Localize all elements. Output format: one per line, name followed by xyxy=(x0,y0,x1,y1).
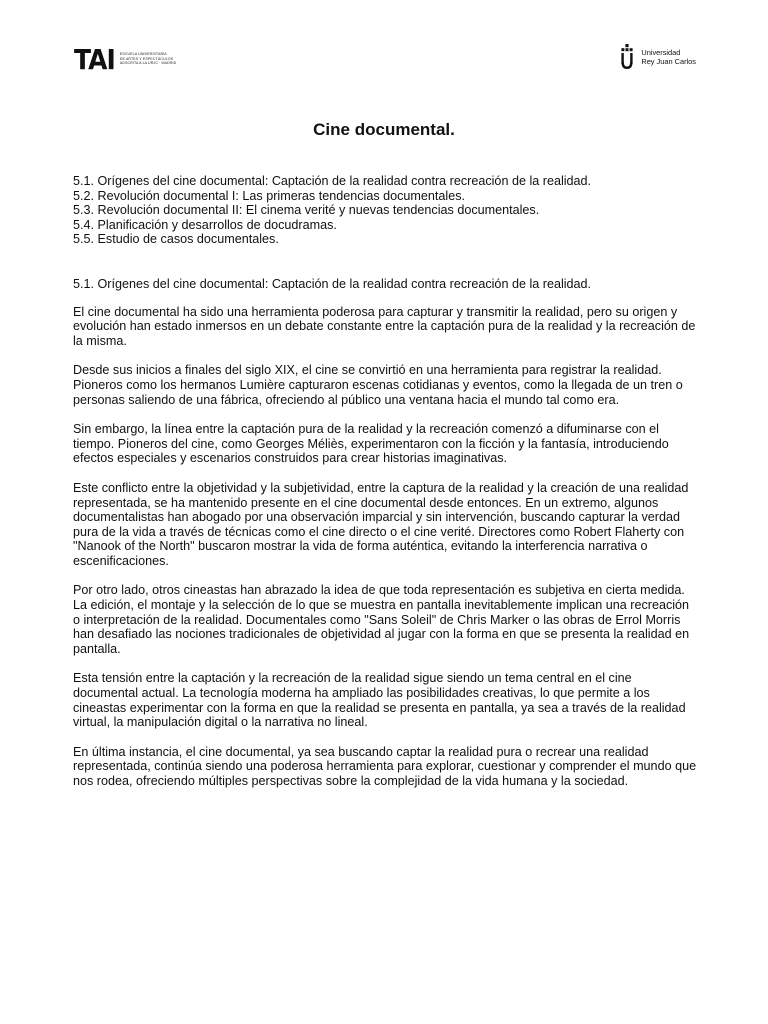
urjc-logo-text xyxy=(641,48,696,66)
body-paragraph: En última instancia, el cine documental, ya sea buscando captar la realidad pura o recrear una realidad representada, continúa siendo una poderosa herramienta para explorar, cuestionar y comprender el mundo que nos rodea, ofreciendo múltiples perspectivas sobre la complejidad de la vida humana y la sociedad. xyxy=(73,744,697,788)
document-body xyxy=(73,174,697,789)
toc-item: 5.1. Orígenes del cine documental: Captación de la realidad contra recreación de la realidad. xyxy=(73,174,592,188)
urjc-logo-line2: Rey Juan Carlos xyxy=(641,57,696,66)
body-paragraph: Este conflicto entre la objetividad y la subjetividad, entre la captura de la realidad y la creación de una realidad representada, se ha mantenido presente en el cine documental desde entonces. En un extremo, algunos documentalistas han abogado por una observación imparcial y sin intervención, buscando capturar la verdad pura de la vida a través de técnicas como el cine directo o el cine verité. Directores como Robert Flaherty con "Nanook of the North" buscaron mostrar la vida de forma auténtica, evitando la interferencia narrativa o escenificaciones. xyxy=(73,480,689,568)
toc-item: 5.4. Planificación y desarrollos de docudramas. xyxy=(73,217,337,232)
page-header xyxy=(0,38,768,78)
toc-item: 5.5. Estudio de casos documentales. xyxy=(73,232,279,247)
body-paragraph: Por otro lado, otros cineastas han abrazado la idea de que toda representación es subjetiva en cierta medida. La edición, el montaje y la selección de lo que se muestra en pantalla inevitablemente implican una recreación o interpretación de la realidad. Documentales como "Sans Soleil" de Chris Marker o las obras de Errol Morris han desafiado las nociones tradicionales de objetividad al jugar con la forma en que se presenta la realidad en pantalla. xyxy=(73,583,690,656)
body-paragraph: Esta tensión entre la captación y la recreación de la realidad sigue siendo un tema central en el cine documental actual. La tecnología moderna ha ampliado las posibilidades creativas, lo que permite a los cineastas experimentar con la forma en que la realidad se presenta en pantalla, ya sea a través de la realidad virtual, la manipulación digital o la narrativa no lineal. xyxy=(73,671,686,730)
section-heading: 5.1. Orígenes del cine documental: Captación de la realidad contra recreación de la realidad. xyxy=(73,276,592,291)
toc-item: 5.2. Revolución documental I: Las primeras tendencias documentales. xyxy=(73,188,466,203)
tai-logo-text-line: ESCUELA UNIVERSITARIA xyxy=(119,51,167,56)
urjc-logo-line1: Universidad xyxy=(641,48,681,57)
tai-logo-mark: TAI xyxy=(74,42,115,76)
urjc-logo xyxy=(619,44,696,70)
body-paragraph: El cine documental ha sido una herramienta poderosa para capturar y transmitir la realidad, pero su origen y evolución han estado inmersos en un debate constante entre la captación pura de la realidad y la recreación de la misma. xyxy=(73,304,696,348)
body-paragraph: Desde sus inicios a finales del siglo XIX, el cine se convirtió en una herramienta para registrar la realidad. Pioneros como los hermanos Lumière capturaron escenas cotidianas y eventos, como la llegada de un tren o personas saliendo de una fábrica, ofreciendo al público una ventana hacia el mundo tal como era. xyxy=(73,363,683,407)
toc-item: 5.3. Revolución documental II: El cinema verité y nuevas tendencias documentales. xyxy=(73,203,540,218)
tai-logo-text xyxy=(120,52,177,66)
document-title: Cine documental. xyxy=(313,120,455,139)
table-of-contents xyxy=(73,174,697,247)
tai-logo xyxy=(74,44,176,74)
tai-logo-text-line: ADSCRITA A LA URJC · MADRID xyxy=(119,61,177,66)
urjc-emblem-icon xyxy=(619,44,635,70)
tai-logo-text-line: DE ARTES Y ESPECTÁCULOS xyxy=(119,56,174,61)
body-paragraph: Sin embargo, la línea entre la captación pura de la realidad y la recreación comenzó a difuminarse con el tiempo. Pioneros del cine, como Georges Méliès, experimentaron con la ficción y la fantasía, introduciendo efectos especiales y escenarios construidos para crear historias imaginativas. xyxy=(73,422,669,466)
